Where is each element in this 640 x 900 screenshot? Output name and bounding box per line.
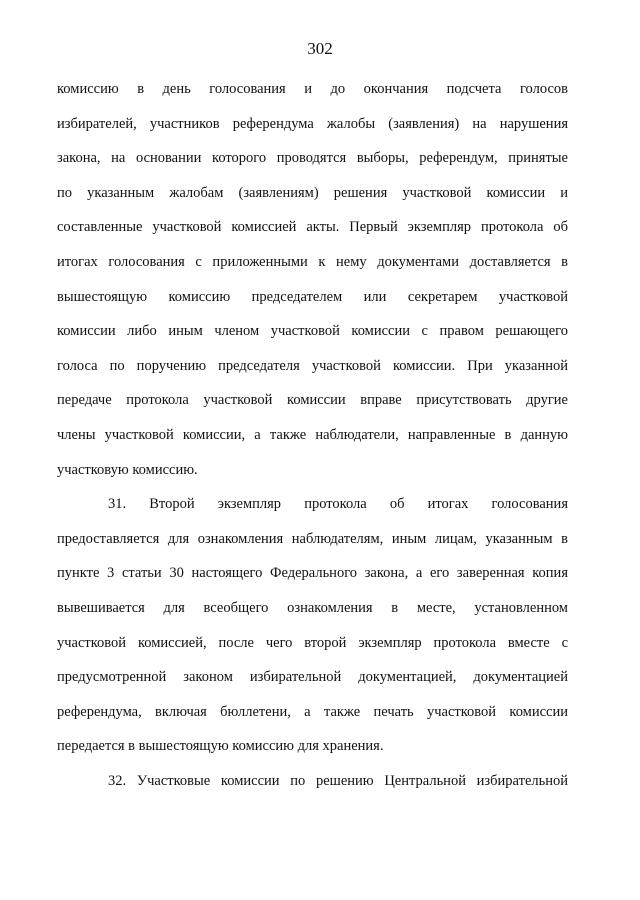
text-line: передаче протокола участковой комиссии вправе присутствовать другие [57, 392, 568, 409]
text-line: предусмотренной законом избирательной документацией, документацией [57, 669, 568, 686]
text-line: 32. Участковые комиссии по решению Центральной избирательной [108, 772, 568, 789]
text-line: пункте 3 статьи 30 настоящего Федерального закона, а его заверенная копия [57, 565, 568, 582]
text-line: по указанным жалобам (заявлениям) решения участковой комиссии и [57, 184, 568, 201]
text-line: составленные участковой комиссией акты. Первый экземпляр протокола об [57, 219, 568, 236]
paragraph-31 [57, 493, 568, 770]
paragraph-continuation [57, 78, 568, 493]
paragraph-32 [57, 770, 568, 805]
text-line: вывешивается для всеобщего ознакомления в месте, установленном [57, 599, 568, 616]
text-line: 31. Второй экземпляр протокола об итогах голосования [108, 496, 568, 513]
text-line: голоса по поручению председателя участковой комиссии. При указанной [57, 357, 568, 374]
text-line: участковую комиссию. [57, 461, 198, 478]
text-line: референдума, включая бюллетени, а также печать участковой комиссии [57, 703, 568, 720]
text-line: комиссию в день голосования и до окончания подсчета голосов [57, 81, 568, 97]
text-line: итогах голосования с приложенными к нему документами доставляется в [57, 253, 568, 270]
text-line: члены участковой комиссии, а также наблюдатели, направленные в данную [57, 426, 568, 443]
text-line: комиссии либо иным членом участковой комиссии с правом решающего [57, 323, 568, 340]
text-line: закона, на основании которого проводятся выборы, референдум, принятые [57, 150, 568, 167]
text-line: вышестоящую комиссию председателем или секретарем участковой [57, 288, 568, 305]
text-line: участковой комиссией, после чего второй экземпляр протокола вместе с [57, 634, 568, 651]
text-line: передается в вышестоящую комиссию для хранения. [57, 738, 384, 755]
text-line: избирателей, участников референдума жалобы (заявления) на нарушения [57, 115, 568, 132]
text-line: предоставляется для ознакомления наблюдателям, иным лицам, указанным в [57, 530, 568, 547]
page-number: 302 [307, 39, 333, 58]
document-body [57, 78, 568, 804]
